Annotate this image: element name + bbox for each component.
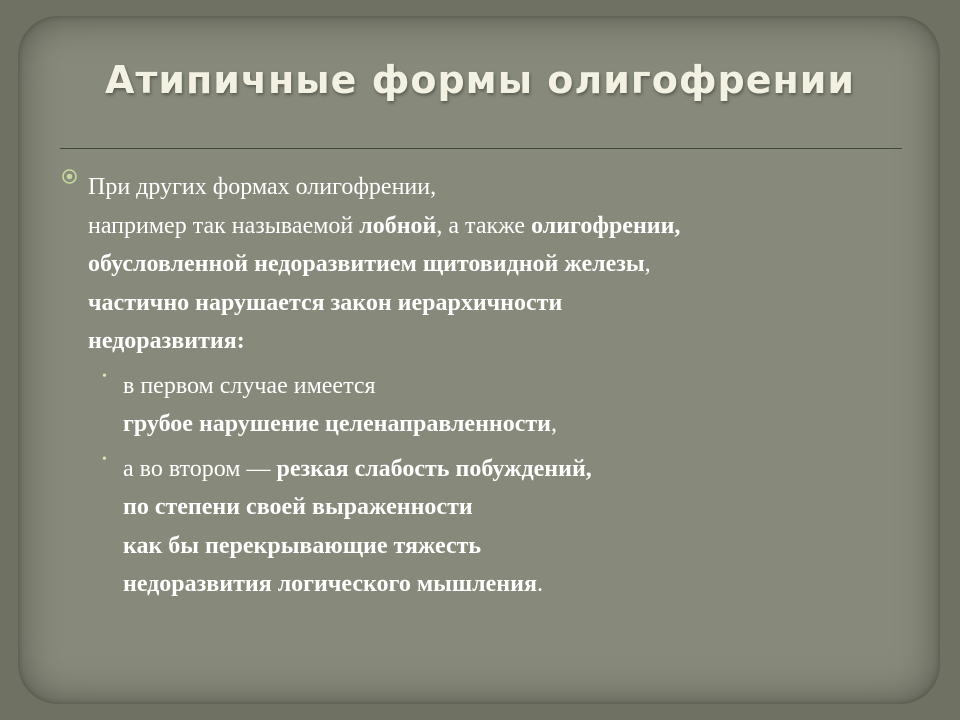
- slide-content: [88, 168, 908, 604]
- sub2-line-4: недоразвития логического мышления.: [123, 571, 543, 597]
- sub2-line-1: а во втором — резкая слабость побуждений,: [123, 455, 592, 482]
- sub1-line-1: в первом случае имеется: [123, 372, 376, 399]
- main-bullet: [88, 168, 908, 361]
- sub1-line-2: грубое нарушение целенаправленности,: [123, 411, 558, 437]
- sub-bullet-2: [102, 450, 908, 604]
- target-bullet-icon: [61, 168, 78, 185]
- main-line-1: При других формах олигофрении,: [88, 174, 437, 200]
- slide-title: Атипичные формы олигофрении: [104, 58, 856, 102]
- main-line-2: например так называемой лобной, а также олигофрении,: [88, 212, 681, 239]
- sub-bullet-1: [102, 367, 908, 444]
- dot-bullet-icon: •: [102, 368, 107, 384]
- title-divider: [60, 148, 902, 149]
- main-line-4: частично нарушается закон иерархичности: [88, 289, 563, 316]
- dot-bullet-icon: •: [102, 451, 107, 467]
- sub2-line-2: по степени своей выраженности: [123, 494, 473, 520]
- main-line-3: обусловленной недоразвитием щитовидной железы,: [88, 251, 651, 277]
- sub2-line-3: как бы перекрывающие тяжесть: [123, 532, 482, 559]
- main-line-5: недоразвития:: [88, 328, 245, 354]
